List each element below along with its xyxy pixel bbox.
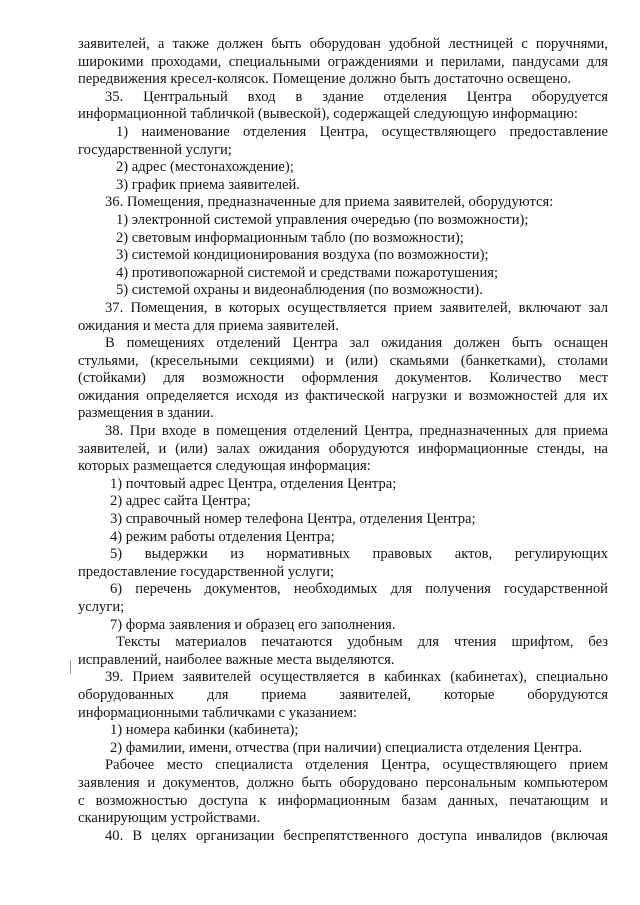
document-line: 7) форма заявления и образец его заполнения. bbox=[110, 616, 396, 633]
document-line: 2) фамилии, имени, отчества (при наличии) специалиста отделения Центра. bbox=[110, 739, 583, 756]
document-line: 1) наименование отделения Центра, осуществляющего предоставление bbox=[116, 123, 608, 140]
document-line: 2) световым информационным табло (по возможности); bbox=[116, 229, 464, 246]
document-line: услуги; bbox=[78, 599, 125, 615]
document-line: В помещениях отделений Центра зал ожидания должен быть оснащен bbox=[105, 335, 608, 352]
document-line: передвижения кресел-колясок. Помещение должно быть достаточно освещено. bbox=[78, 71, 572, 88]
document-line: широкими проходами, специальными ограждениями и перилами, пандусами для bbox=[78, 53, 608, 70]
document-line: заявления и документов, должно быть оборудовано персональным компьютером bbox=[78, 774, 608, 791]
document-line: оборудованных для приема заявителей, которые оборудуются bbox=[78, 686, 608, 703]
document-line: 3) график приема заявителей. bbox=[116, 176, 300, 193]
document-line: 5) выдержки из нормативных правовых актов, регулирующих bbox=[110, 546, 608, 563]
document-line: 1) номера кабинки (кабинета); bbox=[110, 722, 299, 739]
document-line: 1) электронной системой управления очередью (по возможности); bbox=[116, 211, 529, 228]
document-line: сканирующим устройствами. bbox=[78, 810, 261, 827]
document-line: информационными табличками с указанием: bbox=[78, 704, 358, 721]
document-line: 2) адрес сайта Центра; bbox=[110, 493, 251, 510]
document-line: 3) системой кондиционирования воздуха (по возможности); bbox=[116, 247, 489, 264]
document-line: 4) режим работы отделения Центра; bbox=[110, 528, 335, 545]
document-line: 1) почтовый адрес Центра, отделения Центра; bbox=[110, 475, 397, 492]
document-line: предоставление государственной услуги; bbox=[78, 563, 335, 580]
document-line: ожидания и места для приема заявителей. bbox=[78, 317, 339, 334]
document-line: 3) справочный номер телефона Центра, отделения Центра; bbox=[110, 511, 476, 528]
document-line: исправлений, наиболее важные места выделяются. bbox=[78, 651, 395, 668]
scan-margin-mark bbox=[70, 660, 71, 674]
document-line: (стойками) для возможности оформления документов. Количество мест bbox=[78, 370, 608, 387]
document-line: 2) адрес (местонахождение); bbox=[116, 159, 294, 176]
document-line: Рабочее место специалиста отделения Центра, осуществляющего прием bbox=[105, 757, 608, 774]
document-line: 5) системой охраны и видеонаблюдения (по возможности). bbox=[116, 282, 483, 299]
document-line: 37. Помещения, в которых осуществляется прием заявителей, включают зал bbox=[105, 299, 608, 316]
document-line: 36. Помещения, предназначенные для приема заявителей, оборудуются: bbox=[105, 194, 554, 211]
document-line: заявителей, и (или) залах ожидания оборудуются информационные стенды, на bbox=[78, 440, 608, 457]
document-line: Тексты материалов печатаются удобным для чтения шрифтом, без bbox=[116, 634, 608, 651]
document-line: 38. При входе в помещения отделений Центра, предназначенных для приема bbox=[105, 423, 608, 440]
document-page bbox=[78, 36, 608, 845]
document-line: стульями, (кресельными секциями) и (или) скамьями (банкетками), столами bbox=[78, 352, 608, 369]
document-line: ожидания определяется исходя из фактической нагрузки и возможностей для их bbox=[78, 387, 608, 404]
document-line: 35. Центральный вход в здание отделения Центра оборудуется bbox=[105, 88, 608, 105]
document-line: размещения в здании. bbox=[78, 405, 214, 422]
document-line: 4) противопожарной системой и средствами пожаротушения; bbox=[116, 264, 499, 281]
document-line: государственной услуги; bbox=[78, 141, 232, 158]
document-line: 39. Прием заявителей осуществляется в кабинках (кабинетах), специально bbox=[105, 669, 608, 686]
document-line: информационной табличкой (вывеской), содержащей следующую информацию: bbox=[78, 106, 578, 123]
document-line: заявителей, а также должен быть оборудован удобной лестницей с поручнями, bbox=[78, 36, 608, 52]
document-line: с возможностью доступа к информационным базам данных, печатающим и bbox=[78, 792, 608, 809]
document-line: которых размещается следующая информация: bbox=[78, 458, 371, 475]
document-line: 6) перечень документов, необходимых для получения государственной bbox=[110, 581, 608, 598]
document-line: 40. В целях организации беспрепятственного доступа инвалидов (включая bbox=[105, 827, 608, 844]
